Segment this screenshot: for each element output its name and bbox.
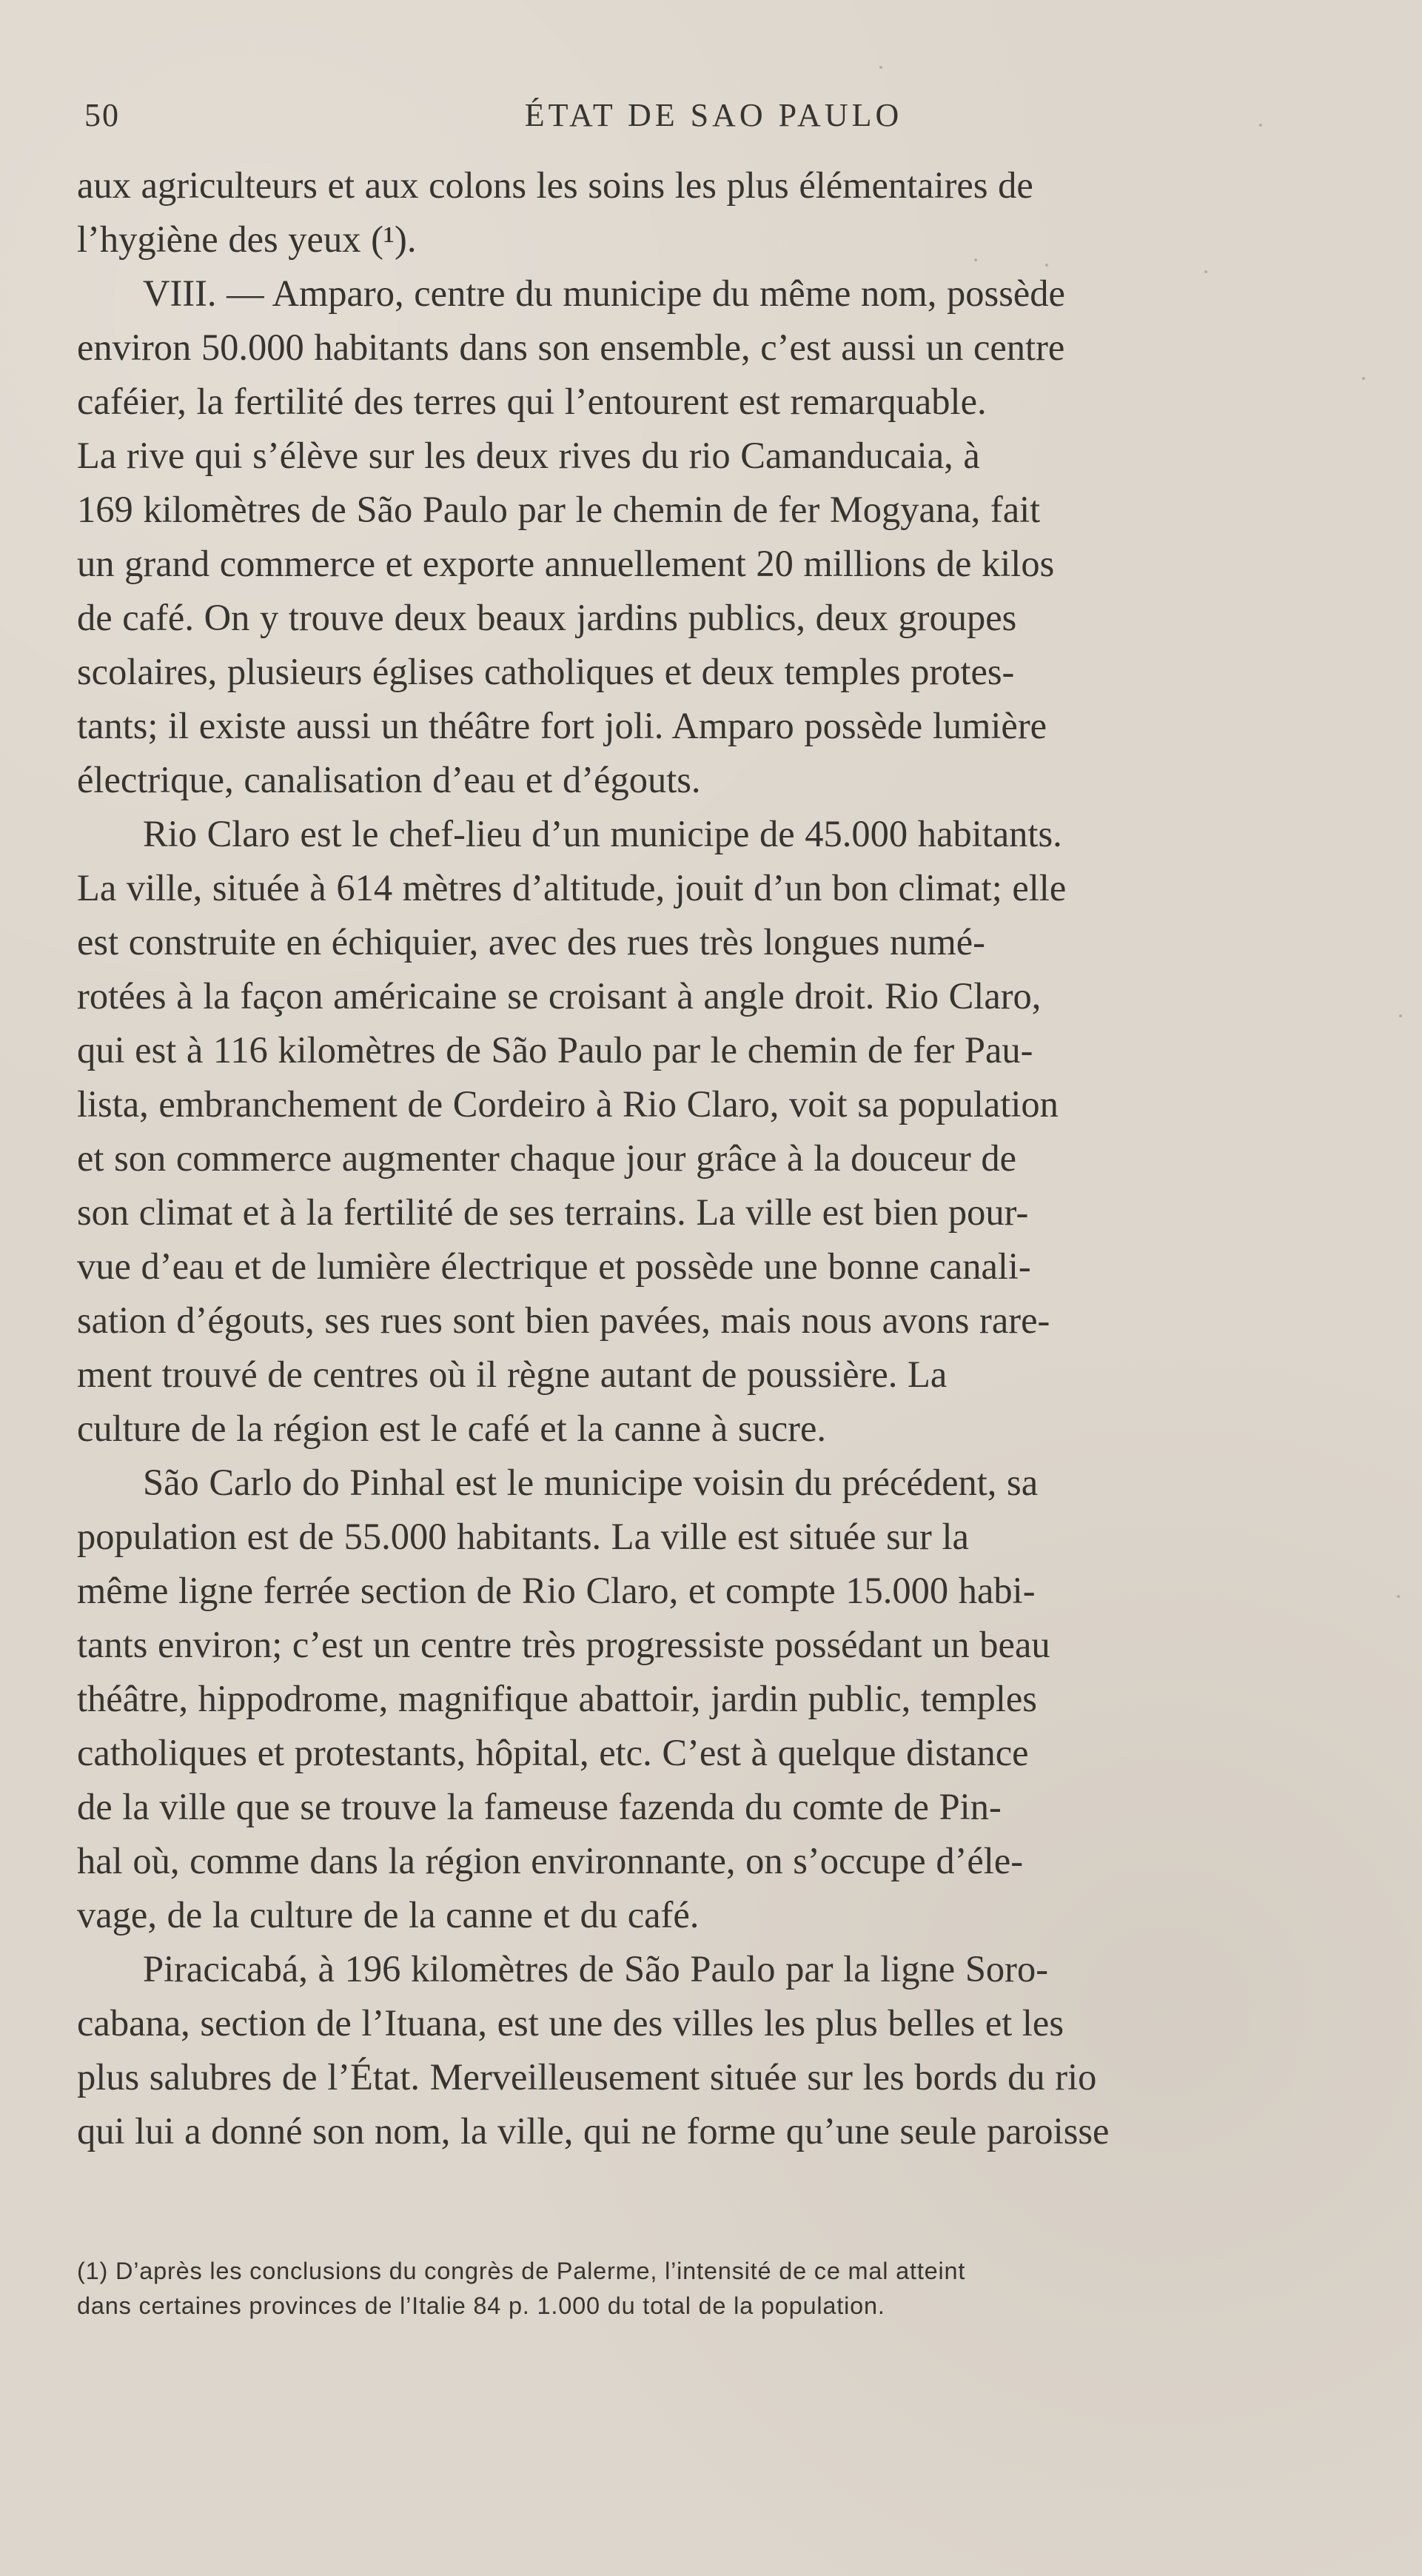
text-line: VIII. — Amparo, centre du municipe du même nom, possède — [143, 272, 1065, 314]
text-line: hal où, comme dans la région environnante, on s’occupe d’éle- — [77, 1840, 1024, 1881]
paragraph-sao-carlo — [77, 1456, 1341, 1942]
text-line: est construite en échiquier, avec des rues très longues numé- — [77, 921, 985, 963]
text-line: São Carlo do Pinhal est le municipe voisin du précédent, sa — [143, 1462, 1039, 1503]
text-line: caféier, la fertilité des terres qui l’entourent est remarquable. — [77, 381, 987, 422]
text-line: plus salubres de l’État. Merveilleusement située sur les bords du rio — [77, 2056, 1097, 2098]
footnote — [77, 2254, 1341, 2324]
paragraph-rio-claro — [77, 807, 1341, 1456]
text-line: cabana, section de l’Ituana, est une des villes les plus belles et les — [77, 2002, 1064, 2044]
footnote-line: dans certaines provinces de l’Italie 84 p. 1.000 du total de la population. — [77, 2292, 885, 2319]
text-line: qui est à 116 kilomètres de São Paulo par le chemin de fer Pau- — [77, 1029, 1033, 1071]
text-line: rotées à la façon américaine se croisant à angle droit. Rio Claro, — [77, 975, 1042, 1017]
text-line: sation d’égouts, ses rues sont bien pavées, mais nous avons rare- — [77, 1299, 1050, 1341]
paper-speck — [1362, 377, 1365, 380]
text-line: lista, embranchement de Cordeiro à Rio Claro, voit sa population — [77, 1083, 1059, 1125]
paper-speck — [1397, 1595, 1400, 1598]
text-line: Piracicabá, à 196 kilomètres de São Paulo par la ligne Soro- — [143, 1948, 1049, 1990]
text-line: même ligne ferrée section de Rio Claro, et compte 15.000 habi- — [77, 1570, 1036, 1611]
text-line: Rio Claro est le chef-lieu d’un municipe de 45.000 habitants. — [143, 813, 1062, 854]
text-line: qui lui a donné son nom, la ville, qui ne forme qu’une seule paroisse — [77, 2110, 1110, 2152]
text-line: et son commerce augmenter chaque jour grâce à la douceur de — [77, 1137, 1017, 1179]
text-line: 169 kilomètres de São Paulo par le chemin de fer Mogyana, fait — [77, 489, 1041, 530]
running-title: ÉTAT DE SAO PAULO — [524, 97, 903, 133]
text-line: vage, de la culture de la canne et du café. — [77, 1894, 700, 1936]
text-line: scolaires, plusieurs églises catholiques et deux temples protes- — [77, 651, 1015, 692]
text-line: tants; il existe aussi un théâtre fort joli. Amparo possède lumière — [77, 705, 1047, 746]
text-line: tants environ; c’est un centre très progressiste possédant un beau — [77, 1624, 1050, 1665]
text-line: un grand commerce et exporte annuellement 20 millions de kilos — [77, 543, 1055, 584]
paragraph-amparo — [77, 267, 1341, 807]
text-line: culture de la région est le café et la canne à sucre. — [77, 1408, 827, 1449]
text-line: La rive qui s’élève sur les deux rives du rio Camanducaia, à — [77, 435, 980, 476]
paper-speck — [1399, 1014, 1402, 1017]
text-line: vue d’eau et de lumière électrique et possède une bonne canali- — [77, 1245, 1031, 1287]
text-line: de café. On y trouve deux beaux jardins publics, deux groupes — [77, 597, 1017, 638]
text-line: environ 50.000 habitants dans son ensemble, c’est aussi un centre — [77, 327, 1065, 368]
text-line: catholiques et protestants, hôpital, etc. C’est à quelque distance — [77, 1732, 1029, 1773]
text-line: son climat et à la fertilité de ses terrains. La ville est bien pour- — [77, 1191, 1029, 1233]
page-header — [84, 93, 1343, 138]
text-line: l’hygiène des yeux (¹). — [77, 218, 417, 260]
footnote-line: (1) D’après les conclusions du congrès de Palerme, l’intensité de ce mal atteint — [77, 2258, 966, 2284]
text-line: électrique, canalisation d’eau et d’égouts. — [77, 759, 701, 800]
text-line: population est de 55.000 habitants. La ville est située sur la — [77, 1516, 969, 1557]
text-line: ment trouvé de centres où il règne autant de poussière. La — [77, 1354, 948, 1395]
text-line: aux agriculteurs et aux colons les soins les plus élémentaires de — [77, 164, 1033, 206]
paragraph-hygiene — [77, 158, 1341, 267]
text-line: de la ville que se trouve la fameuse fazenda du comte de Pin- — [77, 1786, 1002, 1827]
text-line: La ville, située à 614 mètres d’altitude, jouit d’un bon climat; elle — [77, 867, 1067, 909]
paragraph-piracicaba — [77, 1942, 1341, 2158]
main-text — [77, 158, 1341, 2232]
paper-speck — [879, 66, 882, 69]
page-number: 50 — [84, 97, 120, 133]
text-line: théâtre, hippodrome, magnifique abattoir, jardin public, temples — [77, 1678, 1037, 1719]
